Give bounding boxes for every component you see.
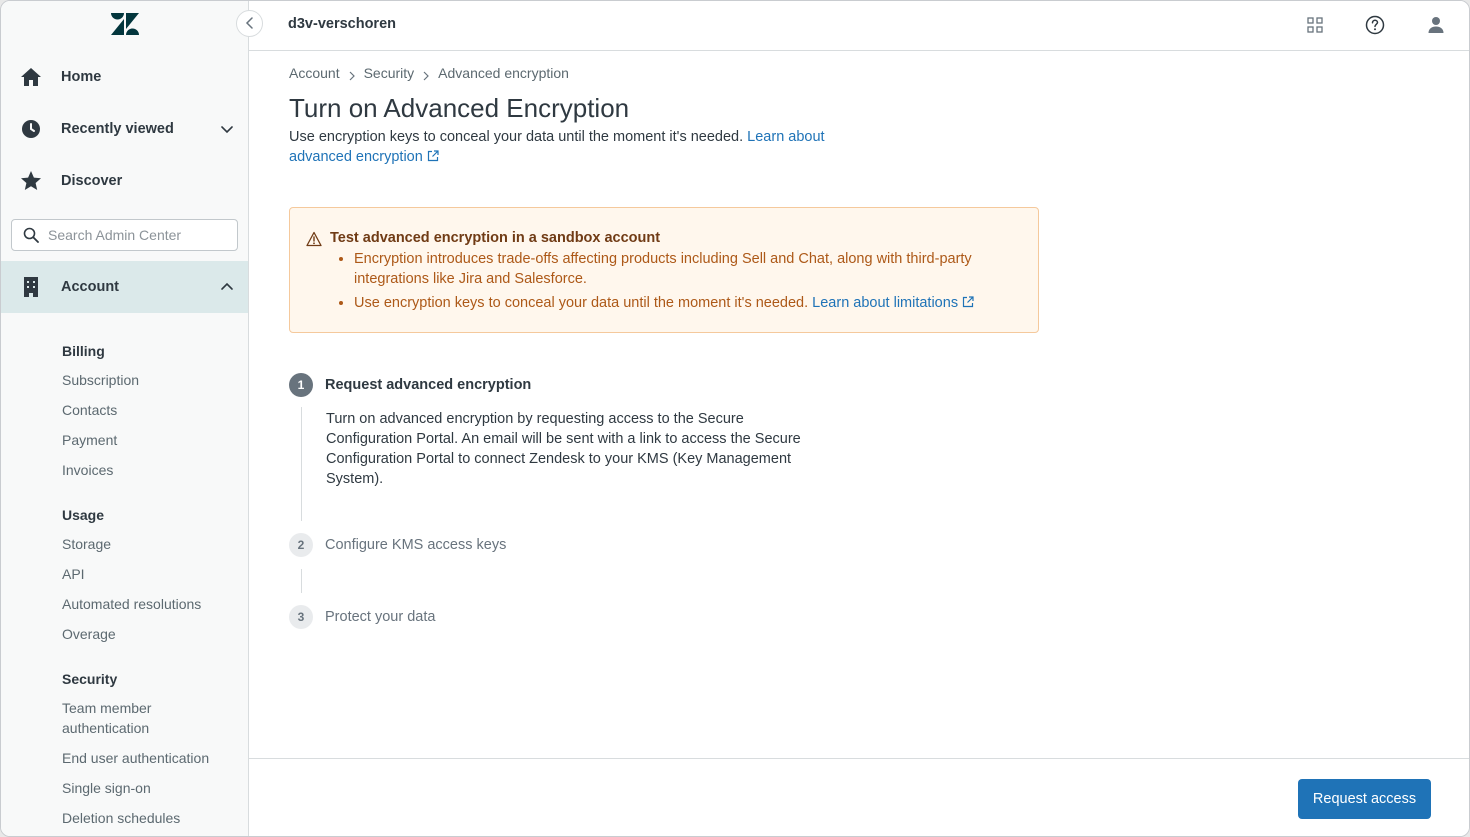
breadcrumb-account[interactable]: Account (289, 65, 340, 81)
group-title-billing: Billing (62, 343, 105, 359)
learn-about-limitations-label: Learn about limitations (812, 295, 959, 311)
help-button[interactable] (1363, 14, 1387, 38)
step-1-description: Turn on advanced encryption by requesting access to the Secure Configuration Portal. An email will be sent with a link to access the Secure Configuration Portal to connect Zendesk to your KMS (Key Management System). (326, 411, 801, 487)
sidebar-item-team-member-authentication[interactable]: Team member authentication (62, 700, 152, 736)
help-icon (1365, 15, 1385, 38)
chevron-down-icon[interactable] (220, 122, 234, 136)
footer-bar (249, 758, 1470, 837)
top-header (249, 1, 1470, 51)
sidebar-item-contacts[interactable]: Contacts (62, 402, 118, 418)
chevron-up-icon[interactable] (220, 280, 234, 294)
home-icon (20, 66, 42, 88)
grid-icon (1307, 17, 1323, 36)
external-link-icon (962, 294, 974, 306)
nav-discover-label: Discover (61, 173, 123, 189)
star-icon (20, 170, 42, 192)
chevron-right-icon (347, 68, 357, 78)
search-box (11, 219, 238, 251)
sandbox-warning-alert (289, 207, 1039, 333)
user-profile-button[interactable] (1424, 14, 1448, 38)
request-access-button[interactable]: Request access (1298, 779, 1431, 819)
step-2-number: 2 (289, 533, 313, 557)
learn-about-advanced-encryption-link[interactable] (289, 149, 439, 165)
alert-title: Test advanced encryption in a sandbox account (330, 230, 661, 246)
step-3-label: Protect your data (325, 609, 436, 625)
alert-bullet-2-text: Use encryption keys to conceal your data until the moment it's needed. (354, 295, 809, 311)
alert-bullet-2 (354, 293, 1014, 313)
nav-account[interactable] (1, 261, 248, 313)
chevron-left-icon (245, 16, 255, 32)
step-1-label: Request advanced encryption (325, 377, 532, 393)
sidebar-item-payment[interactable]: Payment (62, 432, 118, 448)
learn-about-limitations-link[interactable] (812, 295, 974, 311)
nav-recently-viewed[interactable] (1, 109, 248, 149)
learn-about-link-part1[interactable]: Learn about (747, 129, 825, 145)
collapse-sidebar-button[interactable] (236, 10, 263, 37)
sidebar-item-single-sign-on[interactable]: Single sign-on (62, 780, 151, 796)
main-content (249, 51, 1470, 758)
zendesk-logo-icon[interactable] (111, 13, 139, 37)
page-title: Turn on Advanced Encryption (289, 93, 630, 123)
alert-bullet-1: • Encryption introduces trade-offs affecting products including Sell and Chat, along with third-party integrations like Jira and Salesforce. (354, 249, 1014, 289)
building-icon (20, 276, 42, 298)
search-input[interactable] (48, 225, 233, 245)
sidebar-item-subscription[interactable]: Subscription (62, 372, 140, 388)
sidebar-item-end-user-authentication[interactable]: End user authentication (62, 750, 210, 766)
sidebar-item-automated-resolutions[interactable]: Automated resolutions (62, 596, 202, 612)
user-icon (1427, 16, 1445, 37)
description-text: Use encryption keys to conceal your data until the moment it's needed. (289, 129, 744, 145)
nav-home-label: Home (61, 69, 102, 85)
products-grid-button[interactable] (1303, 14, 1327, 38)
learn-about-link-part2: advanced encryption (289, 149, 423, 165)
group-title-usage: Usage (62, 507, 105, 523)
search-icon (23, 227, 39, 243)
breadcrumb (289, 65, 569, 81)
warning-icon (306, 231, 322, 247)
group-title-security: Security (62, 671, 118, 687)
sidebar-item-deletion-schedules[interactable]: Deletion schedules (62, 810, 181, 826)
nav-home[interactable] (1, 57, 248, 97)
breadcrumb-security[interactable]: Security (363, 65, 415, 81)
clock-icon (20, 118, 42, 140)
step-1-number: 1 (289, 373, 313, 397)
external-link-icon (427, 148, 439, 160)
sidebar-item-overage[interactable]: Overage (62, 626, 116, 642)
sidebar-item-invoices[interactable]: Invoices (62, 462, 114, 478)
account-name: d3v-verschoren (288, 16, 396, 32)
alert-list (354, 249, 1014, 317)
chevron-right-icon (421, 68, 431, 78)
sidebar (1, 1, 249, 837)
sidebar-item-api[interactable]: API (62, 566, 85, 582)
nav-recently-viewed-label: Recently viewed (61, 121, 174, 137)
step-connector (301, 569, 302, 593)
step-3-number: 3 (289, 605, 313, 629)
nav-account-label: Account (61, 279, 119, 295)
sidebar-item-storage[interactable]: Storage (62, 536, 112, 552)
page-description (289, 127, 849, 167)
breadcrumb-current: Advanced encryption (438, 65, 569, 81)
step-2-label: Configure KMS access keys (325, 537, 507, 553)
step-connector (301, 407, 302, 521)
nav-discover[interactable] (1, 161, 248, 201)
